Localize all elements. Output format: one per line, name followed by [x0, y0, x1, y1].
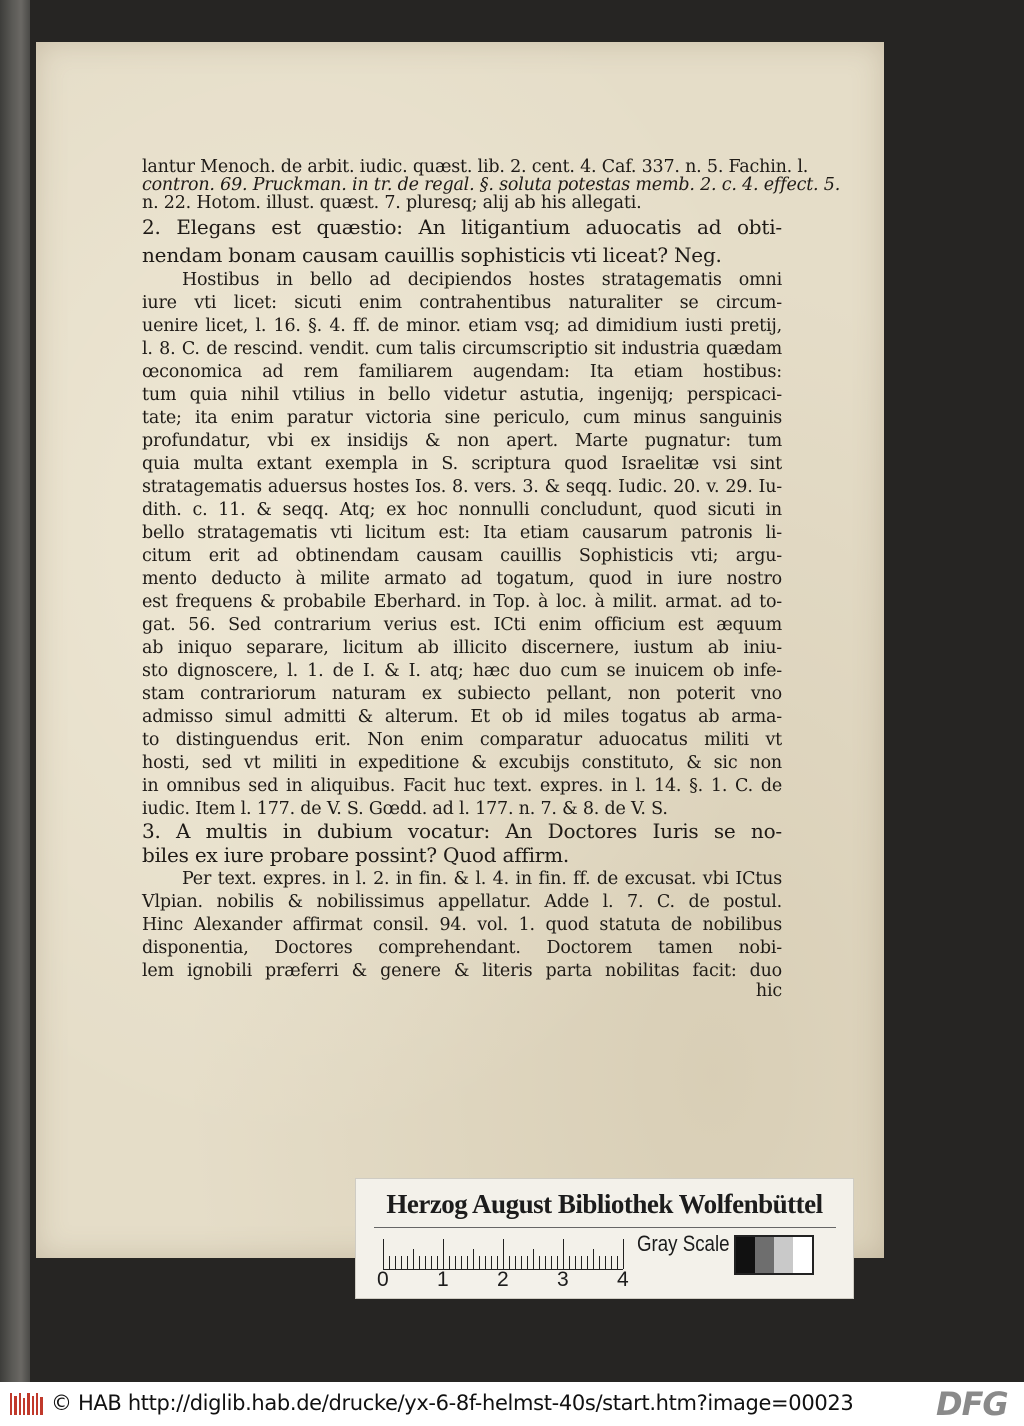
text-line: 3. A multis in dubium vocatur: An Doctores Iuris se no- [142, 819, 782, 843]
ruler-tick [431, 1256, 432, 1269]
library-label [355, 1178, 854, 1299]
ruler-number: 3 [557, 1268, 569, 1291]
ruler-tick [419, 1256, 420, 1269]
gray-swatch [774, 1237, 793, 1273]
source-url-link[interactable]: © HAB http://diglib.hab.de/drucke/yx-6-8f-helmst-40s/start.htm?image=00023 [51, 1391, 854, 1415]
text-line: sto dignoscere, l. 1. de I. & I. atq; hæc duo cum se inuicem ob infe- [142, 661, 782, 681]
dfg-logo: DFG [930, 1386, 1024, 1422]
ruler-number: 1 [437, 1268, 449, 1291]
ruler-number: 0 [377, 1268, 389, 1291]
gray-scale-label: Gray Scale [637, 1231, 730, 1256]
ruler-tick [593, 1249, 594, 1269]
text-line: Per text. expres. in l. 2. in fin. & l. 4. in fin. ff. de excusat. vbi ICtus [182, 869, 782, 889]
ruler-tick [425, 1256, 426, 1269]
text-line: uenire licet, l. 16. §. 4. ff. de minor. etiam vsq; ad dimidium iusti pretij, [142, 316, 782, 336]
text-line: iudic. Item l. 177. de V. S. Gœdd. ad l. 177. n. 7. & 8. de V. S. [142, 799, 668, 819]
label-divider [374, 1227, 836, 1228]
ruler-tick [461, 1256, 462, 1269]
ruler-tick [545, 1256, 546, 1269]
text-line: contron. 69. Pruckman. in tr. de regal. §. soluta potestas memb. 2. c. 4. effect. 5. [142, 175, 841, 195]
ruler-tick [521, 1256, 522, 1269]
text-line: iure vti licet: sicuti enim contrahentibus naturaliter se circum- [142, 293, 782, 313]
text-line: Vlpian. nobilis & nobilissimus appellatur. Adde l. 7. C. de postul. [142, 892, 782, 912]
ruler-tick [401, 1256, 402, 1269]
ruler-tick [443, 1239, 444, 1269]
text-line: stam contrariorum naturam ex subiecto pellant, non poterit vno [142, 684, 782, 704]
text-line: est frequens & probabile Eberhard. in Top. à loc. à milit. armat. ad to- [142, 592, 782, 612]
ruler-tick [407, 1256, 408, 1269]
text-line: profundatur, vbi ex insidijs & non apert. Marte pugnatur: tum [142, 431, 782, 451]
ruler-tick [587, 1256, 588, 1269]
text-line: stratagematis aduersus hostes Ios. 8. vers. 3. & seqq. Iudic. 20. v. 29. Iu- [142, 477, 782, 497]
scanner-edge-left [0, 0, 30, 1382]
footer-bar [0, 1382, 1024, 1426]
barcode-icon [10, 1393, 44, 1415]
library-label-title: Herzog August Bibliothek Wolfenbüttel [386, 1189, 823, 1219]
text-line: quia multa extant exempla in S. scriptura quod Israelitæ vsi sint [142, 454, 782, 474]
ruler-tick [473, 1249, 474, 1269]
text-line: tum quia nihil vtilius in bello videtur astutia, ingenijq; perspicaci- [142, 385, 782, 405]
text-line: mento deducto à milite armato ad togatum, quod in iure nostro [142, 569, 782, 589]
text-line: l. 8. C. de rescind. vendit. cum talis circumscriptio sit industria quædam [142, 339, 782, 359]
text-line: citum erit ad obtinendam causam cauillis Sophisticis vti; argu- [142, 546, 782, 566]
gray-swatch [793, 1237, 812, 1273]
text-line: gat. 56. Sed contrarium verius est. ICti enim officium est æquum [142, 615, 782, 635]
ruler-tick [479, 1256, 480, 1269]
ruler-number: 4 [617, 1268, 629, 1291]
ruler-tick [515, 1256, 516, 1269]
ruler-tick [383, 1239, 384, 1269]
text-line: Hinc Alexander affirmat consil. 94. vol. 1. quod statuta de nobilibus [142, 915, 782, 935]
text-line: to distinguendus erit. Non enim comparatur aduocatus militi vt [142, 730, 782, 750]
text-line: nendam bonam causam cauillis sophisticis vti liceat? Neg. [142, 243, 722, 267]
text-line: disponentia, Doctores comprehendant. Doctorem tamen nobi- [142, 938, 782, 958]
ruler-number: 2 [497, 1268, 509, 1291]
ruler-tick [413, 1249, 414, 1269]
ruler-tick [509, 1256, 510, 1269]
ruler-tick [539, 1256, 540, 1269]
ruler-tick [467, 1256, 468, 1269]
document-page [36, 42, 884, 1258]
text-line: hic [755, 981, 782, 1001]
ruler-tick [533, 1249, 534, 1269]
text-line: œconomica ad rem familiarem augendam: Ita etiam hostibus: [142, 362, 782, 382]
text-line: Hostibus in bello ad decipiendos hostes stratagematis omni [182, 270, 782, 290]
ruler-tick [575, 1256, 576, 1269]
ruler-tick [599, 1256, 600, 1269]
ruler-tick [527, 1256, 528, 1269]
ruler-tick [569, 1256, 570, 1269]
ruler-tick [623, 1239, 624, 1269]
text-line: dith. c. 11. & seqq. Atq; ex hoc nonnulli concludunt, quod sicuti in [142, 500, 782, 520]
text-line: tate; ita enim paratur victoria sine periculo, cum minus sanguinis [142, 408, 782, 428]
text-line: hosti, sed vt militi in expeditione & excubijs constituto, & sic non [142, 753, 782, 773]
ruler-tick [551, 1256, 552, 1269]
text-line: n. 22. Hotom. illust. quæst. 7. pluresq; alij ab his allegati. [142, 193, 642, 213]
ruler-tick [455, 1256, 456, 1269]
text-line: lantur Menoch. de arbit. iudic. quæst. lib. 2. cent. 4. Caf. 337. n. 5. Fachin. l. [142, 157, 809, 177]
ruler-tick [581, 1256, 582, 1269]
text-line: bello stratagematis vti licitum est: Ita etiam causarum patronis li- [142, 523, 782, 543]
text-line: ab iniquo separare, licitum ab illicito discernere, iustum ab iniu- [142, 638, 782, 658]
text-line: 2. Elegans est quæstio: An litigantium aduocatis ad obti- [142, 215, 782, 239]
gray-scale-swatches [734, 1235, 814, 1275]
ruler-tick [491, 1256, 492, 1269]
text-line: admisso simul admitti & alterum. Et ob id miles togatus ab arma- [142, 707, 782, 727]
ruler-tick [503, 1239, 504, 1269]
text-line: in omnibus sed in aliquibus. Facit huc text. expres. in l. 14. §. 1. C. de [142, 776, 782, 796]
text-line: lem ignobili præferri & genere & literis parta nobilitas facit: duo [142, 961, 782, 981]
ruler-tick [389, 1256, 390, 1269]
ruler-tick [449, 1256, 450, 1269]
ruler-tick [611, 1256, 612, 1269]
ruler-tick [563, 1239, 564, 1269]
ruler-tick [605, 1256, 606, 1269]
text-line: biles ex iure probare possint? Quod affirm. [142, 843, 570, 867]
ruler-tick [395, 1256, 396, 1269]
measurement-ruler [383, 1239, 623, 1270]
gray-swatch [736, 1237, 755, 1273]
ruler-tick [485, 1256, 486, 1269]
gray-swatch [755, 1237, 774, 1273]
